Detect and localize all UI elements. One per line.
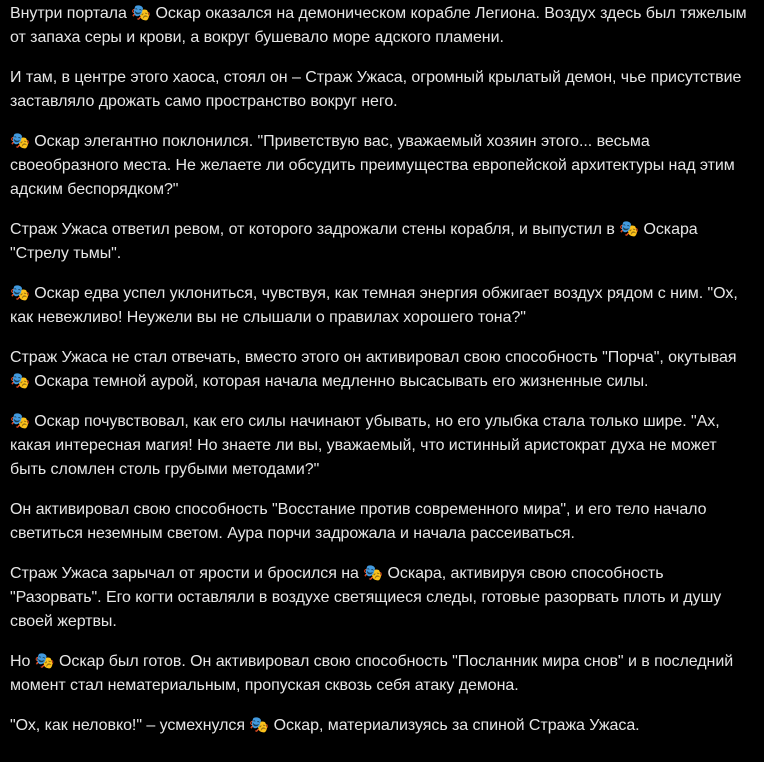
message-paragraph-10: Но 🎭 Оскар был готов. Он активировал свою способность "Посланник мира снов" и в последний момент стал нематериальным, пропуская сквозь себя атаку демона. (10, 653, 734, 694)
message-paragraph-2: И там, в центре этого хаоса, стоял он – Страж Ужаса, огромный крылатый демон, чье присутствие заставляло дрожать само пространство вокруг него. (10, 69, 742, 110)
chat-message (10, 0, 755, 762)
message-paragraph-4: Страж Ужаса ответил ревом, от которого задрожали стены корабля, и выпустил в 🎭 Оскара "Стрелу тьмы". (10, 221, 698, 262)
message-paragraph-1: Внутри портала 🎭 Оскар оказался на демоническом корабле Легиона. Воздух здесь был тяжелым от запаха серы и крови, а вокруг бушевало море адского пламени. (10, 5, 747, 46)
message-paragraph-11: "Ох, как неловко!" – усмехнулся 🎭 Оскар, материализуясь за спиной Стража Ужаса. (10, 717, 640, 734)
message-paragraph-3: 🎭 Оскар элегантно поклонился. "Приветствую вас, уважаемый хозяин этого... весьма своеобразного места. Не желаете ли обсудить преимущества европейской архитектуры над этим адским беспорядком?" (10, 133, 735, 198)
message-paragraph-8: Он активировал свою способность "Восстание против современного мира", и его тело начало светиться неземным светом. Аура порчи задрожала и начала рассеиваться. (10, 501, 707, 542)
message-paragraph-6: Страж Ужаса не стал отвечать, вместо этого он активировал свою способность "Порча", окутывая 🎭 Оскара темной аурой, которая начала медленно высасывать его жизненные силы. (10, 349, 737, 390)
message-paragraph-7: 🎭 Оскар почувствовал, как его силы начинают убывать, но его улыбка стала только шире. "Ах, какая интересная магия! Но знаете ли вы, уважаемый, что истинный аристократ духа не может быть сломлен столь грубыми методами?" (10, 413, 720, 478)
message-paragraph-5: 🎭 Оскар едва успел уклониться, чувствуя, как темная энергия обжигает воздух рядом с ним. "Ох, как невежливо! Неужели вы не слышали о правилах хорошего тона?" (10, 285, 738, 326)
message-paragraph-9: Страж Ужаса зарычал от ярости и бросился на 🎭 Оскара, активируя свою способность "Разорвать". Его когти оставляли в воздухе светящиеся следы, готовые разорвать плоть и душу своей жертвы. (10, 565, 722, 630)
